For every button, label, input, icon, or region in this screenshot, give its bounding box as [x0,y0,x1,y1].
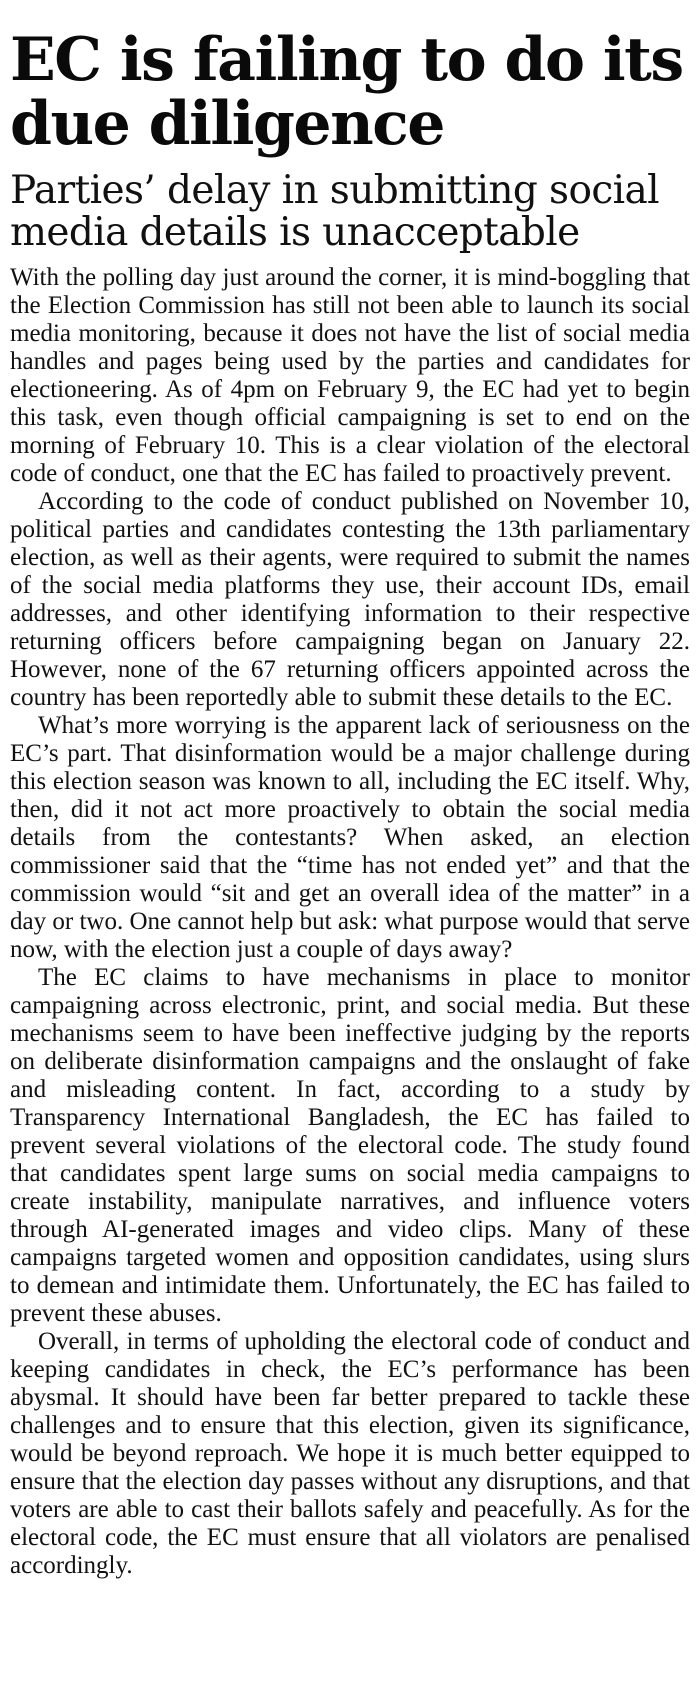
editorial-article [10,0,690,1580]
paragraph-2: According to the code of conduct published on November 10, political parties and candidates contesting the 13th parliamentary election, as well as their agents, were required to submit the names of the social media platforms they use, their account IDs, email addresses, and other identifying information to their respective returning officers before campaigning began on January 22. However, none of the 67 returning officers appointed across the country has been reportedly able to submit these details to the EC. [10,488,690,711]
paragraph-5: Overall, in terms of upholding the electoral code of conduct and keeping candidates in check, the EC’s performance has been abysmal. It should have been far better prepared to tackle these challenges and to ensure that this election, given its significance, would be beyond reproach. We hope it is much better equipped to ensure that the election day passes without any disruptions, and that voters are able to cast their ballots safely and peacefully. As for the electoral code, the EC must ensure that all violators are penalised accordingly. [10,1328,690,1579]
subheadline: Parties’ delay in submitting social media details is unacceptable [10,168,659,255]
article-body [10,264,690,1580]
paragraph-1: With the polling day just around the corner, it is mind-boggling that the Election Commission has still not been able to launch its social media monitoring, because it does not have the list of social media handles and pages being used by the parties and candidates for electioneering. As of 4pm on February 9, the EC had yet to begin this task, even though official campaigning is set to end on the morning of February 10. This is a clear violation of the electoral code of conduct, one that the EC has failed to proactively prevent. [10,264,690,487]
paragraph-3: What’s more worrying is the apparent lack of seriousness on the EC’s part. That disinformation would be a major challenge during this election season was known to all, including the EC itself. Why, then, did it not act more proactively to obtain the social media details from the contestants? When asked, an election commissioner said that the “time has not ended yet” and that the commission would “sit and get an overall idea of the matter” in a day or two. One cannot help but ask: what purpose would that serve now, with the election just a couple of days away? [10,712,690,963]
headline: EC is failing to do its due diligence [10,25,683,159]
paragraph-4: The EC claims to have mechanisms in place to monitor campaigning across electronic, print, and social media. But these mechanisms seem to have been ineffective judging by the reports on deliberate disinformation campaigns and the onslaught of fake and misleading content. In fact, according to a study by Transparency International Bangladesh, the EC has failed to prevent several violations of the electoral code. The study found that candidates spent large sums on social media campaigns to create instability, manipulate narratives, and influence voters through AI-generated images and video clips. Many of these campaigns targeted women and opposition candidates, using slurs to demean and intimidate them. Unfortunately, the EC has failed to prevent these abuses. [10,964,690,1327]
